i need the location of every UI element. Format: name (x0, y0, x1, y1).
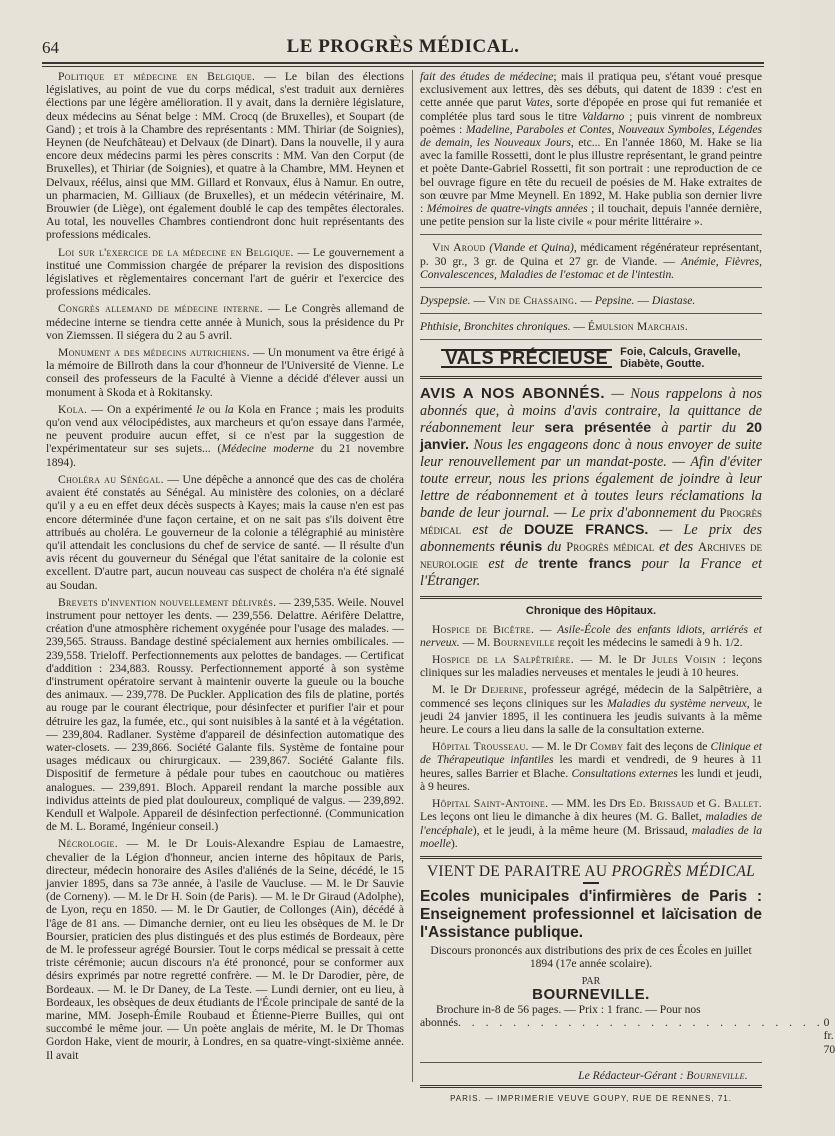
ad-vin-aroud: Vin Aroud (Viande et Quina), médicament régénérateur représentant, p. 30 gr., 3 gr. de Quina et 27 gr. de Viande. — Anémie, Fièvres, Convalescences, Maladies de l'estomac et de l'intestin. (420, 241, 762, 281)
divider (420, 1062, 762, 1063)
article-congres: Congrès allemand de médecine interne. — Le Congrès allemand de médecine interne se tiendra cette année à Munich, sous la présidence du Pr von Ziemssen. Il siégera du 2 au 5 avril. (46, 302, 405, 342)
ad-phthisie: Phthisie, Bronchites chroniques. — Émulsion Marchais. (420, 320, 689, 334)
vals-indications: Foie, Calculs, Gravelle, Diabète, Goutte. (620, 346, 741, 371)
chronique-title: Chronique des Hôpitaux. (525, 605, 657, 618)
article-cholera: Choléra au Sénégal. — Une dépêche a annoncé que des cas de choléra avaient été constatés au Sénégal. Au ministère des colonies, on a déclaré qu'il y a eu en effet deux décès suspects à Kayes; mais la cause n'en est pas encore déterminée d'une façon certaine, et on ne sait pas s'ils doivent être attribués au choléra. Le gouverneur de la colonie a télégraphié au ministère qu'il attendait les conclusions du chef de service de santé. — Il résulte d'un avis récent du gouverneur du Sénégal que l'état sanitaire de la colonie est excellent. D'autre part, aucun nouveau cas suspect de choléra n'a été signalé au Soudan. (46, 472, 404, 592)
article-brevets: Brevets d'invention nouvellement délivrés. — 239,535. Weile. Nouvel instrument pour nettoyer les dents. — 239,556. Delattre. Aérifère Delattre, création d'une atmosphère richement oxygénée pour l'usage des malades. — 239,565. Strauss. Bandage destiné spécialement aux hernies ombilicales. — 239,558. Trieloff. Perfectionnements aux pelottes de bandages. — Certificat d'addition : 234,883. Roussy. Perfectionnement apporté à son système d'instrument opératoire servant à maintenir ouverte la gueule ou la bouche des animaux. — 239,778. De Puckler. Application des fils de platine, portés au rouge par le courant électrique, pour désinfecter et purifier l'air et pour détruire les gaz, la fumée, etc., qui sont nuisibles à la santé et à la végétation. — 239,804. Radlaner. Système d'appareil de désinfection automatique des water-closets. — 239,866. Société Galante fils. Système de fontaine pour usages médicaux ou chirurgicaux. — 239,867. Société Galante fils. Dispositif de fermeture à pédale pour tubes en caoutchouc ou matières analogues. — 239,891. Bloch. Appareil rendant la marche possible aux individus atteints de pied plat douloureux, compliqué de valgus. — 239,892. Kendull et Walpole. Appareil de désinfection perfectionné. (Communication de M. L. Boramé, Ingénieur conseil.) (46, 595, 404, 834)
vals-title: VALS PRÉCIEUSE (441, 349, 612, 368)
running-head: LE PROGRÈS MÉDICAL. (286, 36, 520, 57)
header-rule-thin (42, 66, 764, 67)
divider-double (420, 1085, 762, 1088)
book-description: Discours prononcés aux distributions des prix de ces Écoles en juillet 1894 (17e année scolaire). (430, 944, 752, 971)
article-monument: Monument a des médecins autrichiens. — Un monument va être érigé à la mémoire de Billroth dans la cour d'honneur de l'Université de Vienne. Le conseil des professeurs de la Faculté à Vienne a décidé d'élever aussi un monument à Skoda et à Rokitansky. (46, 346, 404, 399)
book-par: PAR (581, 975, 601, 987)
page-number: 64 (42, 38, 59, 57)
divider (420, 287, 762, 288)
chron-saint-antoine: Hôpital Saint-Antoine. — MM. les Drs Ed. Brissaud et G. Ballet. Les leçons ont lieu le dimanche à dix heures (M. G. Ballet, maladies de l'encéphale), et le jeudi, à la même heure (M. Brissaud, maladies de la moelle). (420, 797, 762, 850)
ad-dyspepsie: Dyspepsie. — Vin de Chassaing. — Pepsine. — Diastase. (420, 294, 696, 308)
article-kola: Kola. — On a expérimenté le ou la Kola en France ; mais les produits qu'on vend aux vélocipédistes, aux marcheurs et qu'on essaye dans l'armée, ne peuvent produire aucun effet, si ce n'est par la suggestion de l'expérimentateur sur ses sujets... (Médecine moderne du 21 novembre 1894). (46, 402, 405, 469)
book-brochure: Brochure in-8 de 56 pages. — Prix : 1 franc. — Pour nos (436, 1002, 701, 1016)
vient-de-paraitre: VIENT DE PARAITRE AU PROGRÈS MÉDICAL (426, 862, 756, 880)
divider-double (420, 596, 762, 599)
book-title: Ecoles municipales d'infirmières de Paris : Enseignement professionnel et laïcisation de l'Assistance publique. (420, 888, 762, 942)
divider (420, 339, 762, 340)
ad-vals-precieuse (420, 346, 762, 370)
page-header (42, 36, 764, 60)
short-rule (583, 882, 599, 884)
avis-abonnes: AVIS A NOS ABONNÉS. — Nous rappelons à nos abonnés que, à moins d'avis contraire, la quittance de réabonnement leur sera présentée à partir du 20 janvier. Nous les engageons donc à nous envoyer de suite leur renouvellement par un mandat-poste. — Afin d'éviter toute erreur, nous les prions également de joindre à leur lettre de réabonnement et à toutes leurs réclamations la bande de leur journal. — Le prix d'abonnement du Progrès médical est de DOUZE FRANCS. — Le prix des abonnements réunis du Progrès médical et des Archives de neurologie est de trente francs pour la France et l'Étranger. (420, 385, 763, 590)
chron-bicetre: Hospice de Bicêtre. — Asile-École des enfants idiots, arriérés et nerveux. — M. Bourneville reçoit les médecins le samedi à 9 h. 1/2. (420, 622, 762, 649)
imprint: PARIS. — IMPRIMERIE VEUVE GOUPY, RUE DE RENNES, 71. (450, 1093, 732, 1103)
divider (420, 234, 762, 235)
divider-double (420, 856, 762, 859)
column-divider (412, 70, 413, 1082)
chron-trousseau: Hôpital Trousseau. — M. le Dr Comby fait des leçons de Clinique et de Thérapeutique infantiles les mardi et vendredi, de 9 heures à 11 heures, salles Barrier et Blache. Consultations externes les lundi et jeudi, à 9 heures. (420, 740, 762, 793)
left-column (46, 70, 404, 1066)
header-rule (42, 62, 764, 64)
right-column (420, 70, 835, 1109)
chron-dejerine: M. le Dr Dejerine, professeur agrégé, médecin de la Salpêtrière, a commencé ses leçons cliniques sur les Maladies du système nerveux, le jeudi 24 janvier 1895, il les continuera les jeudis suivants à la même heure. Le cours a lieu dans la salle de la consultation externe. (420, 683, 762, 737)
article-loi: Loi sur l'exercice de la médecine en Belgique. — Le gouvernement a institué une Commission chargée de préparer la revision des dispositions législatives et règlementaires concernant l'art de guérir et l'exercice des professions médicales. (46, 245, 404, 299)
book-author: BOURNEVILLE. (532, 985, 650, 1003)
divider-double (420, 376, 762, 379)
chron-salpetriere: Hospice de la Salpêtrière. — M. le Dr Jules Voisin : leçons cliniques sur les maladies nerveuses et mentales le jeudi à 10 heures. (420, 653, 762, 680)
divider (420, 313, 762, 314)
article-necrologie: Nécrologie. — M. le Dr Louis-Alexandre Espiau de Lamaestre, chevalier de la Légion d'honneur, ancien interne des hôpitaux de Paris, directeur, médecin honoraire des Asiles d'aliénés de la Seine, décédé, le 15 janvier 1895, dans sa 73e année, à l'asile de Vaucluse. — M. le Dr Sauvie (de Corneny). — M. le Dr H. Soin (de Paris). — M. le Dr Giraud (Adolphe), de Lyon, reçu en 1850. — M. le Dr Gautier, de Collonges (Ain), décédé à l'âge de 81 ans. — Dimanche dernier, ont eu lieu les obsèques de M. le Dr Boursier, praticien des plus distingués et des plus estimés de Bordeaux, père de M. le professeur agrégé Boursier. Tout le corps médical se pressait à cette triste cérémonie; aucun discours n'a été prononcé, pour se conformer aux désirs exprimés par notre regretté confrère. — M. le Dr Darodier, père, de Bordeaux. — M. le Dr Daney, de La Teste. — Lundi dernier, ont eu lieu, à Bordeaux, les obsèques de deux étudiants de l'École principale de santé de la marine, MM. Joseph-Émile Roubaud et Étienne-Pierre Builles, qui ont succombé le même jour. — Un poète anglais de mérite, M. le Dr Thomas Gordon Hake, vient de mourir, à Londres, en sa quatre-vingt-sixième année. Il avait (46, 837, 404, 1062)
book-price-line: abonnés . . . . . . . . . . . . . . . . . . . . . . . . . . . 0 fr. 70 (420, 1016, 835, 1056)
article-politique: Politique et médecine en Belgique. — Le bilan des élections législatives, au point de vue du corps médical, s'est traduit aux dernières élections par une légère amélioration. Il y avait, dans la dernière législature, deux médecins au Sénat belge : MM. Crocq (de Bruxelles), et Soupart (de Gand) ; et trois à la Chambre des représentants : MM. Thiriar (de Soignies), Heynen (de Neufchâteau) et Delvaux (de Dinart). Dans la nouvelle, il y aura encore deux médecins parmi les pères conscrits : MM. Van den Corput (de Bruxelles), et Thiriar (de Soignies), et quatre à la Chambre, MM. Heynen et Delvaux, réélus, ainsi que MM. Gillard et Ronvaux, élus à Namur. En outre, un pharmacien, M. Gilliaux (de Bruxelles), et un médecin vétérinaire, M. Brouwier (de Liège), ont également doublé le cap des tempêtes électorales. Au total, les nouvelles Chambres contiendront donc huit représentants des professions médicales. (46, 70, 404, 242)
redacteur-gerant: Le Rédacteur-Gérant : Bourneville. (578, 1068, 748, 1082)
necrologie-continued: fait des études de médecine; mais il pratiqua peu, s'étant voué presque exclusivement aux lettres, dès ses débuts, qui datent de 1839 : c'est en cette année que parut Vates, sorte d'épopée en prose qui fut remaniée et complétée plus tard sous le titre Valdarno ; puis vinrent de nombreux poèmes : Madeline, Paraboles et Contes, Nouveaux Symboles, Légendes de demain, les Nouveaux Jours, etc... En l'année 1860, M. Hake se lia avec la famille Rossetti, dont le plus illustre représentant, le grand peintre et poète Dante-Gabriel Rossetti, fit son portrait : une reproduction de ce bel ouvrage figure en tête du recueil de poésies de M. Hake extraites de son œuvre par Mme Meynell. En 1892, M. Hake publia son dernier livre : Mémoires de quatre-vingts années ; il touchait, depuis l'année dernière, une petite pension sur la liste civile « pour mérite littéraire ». (420, 70, 762, 229)
